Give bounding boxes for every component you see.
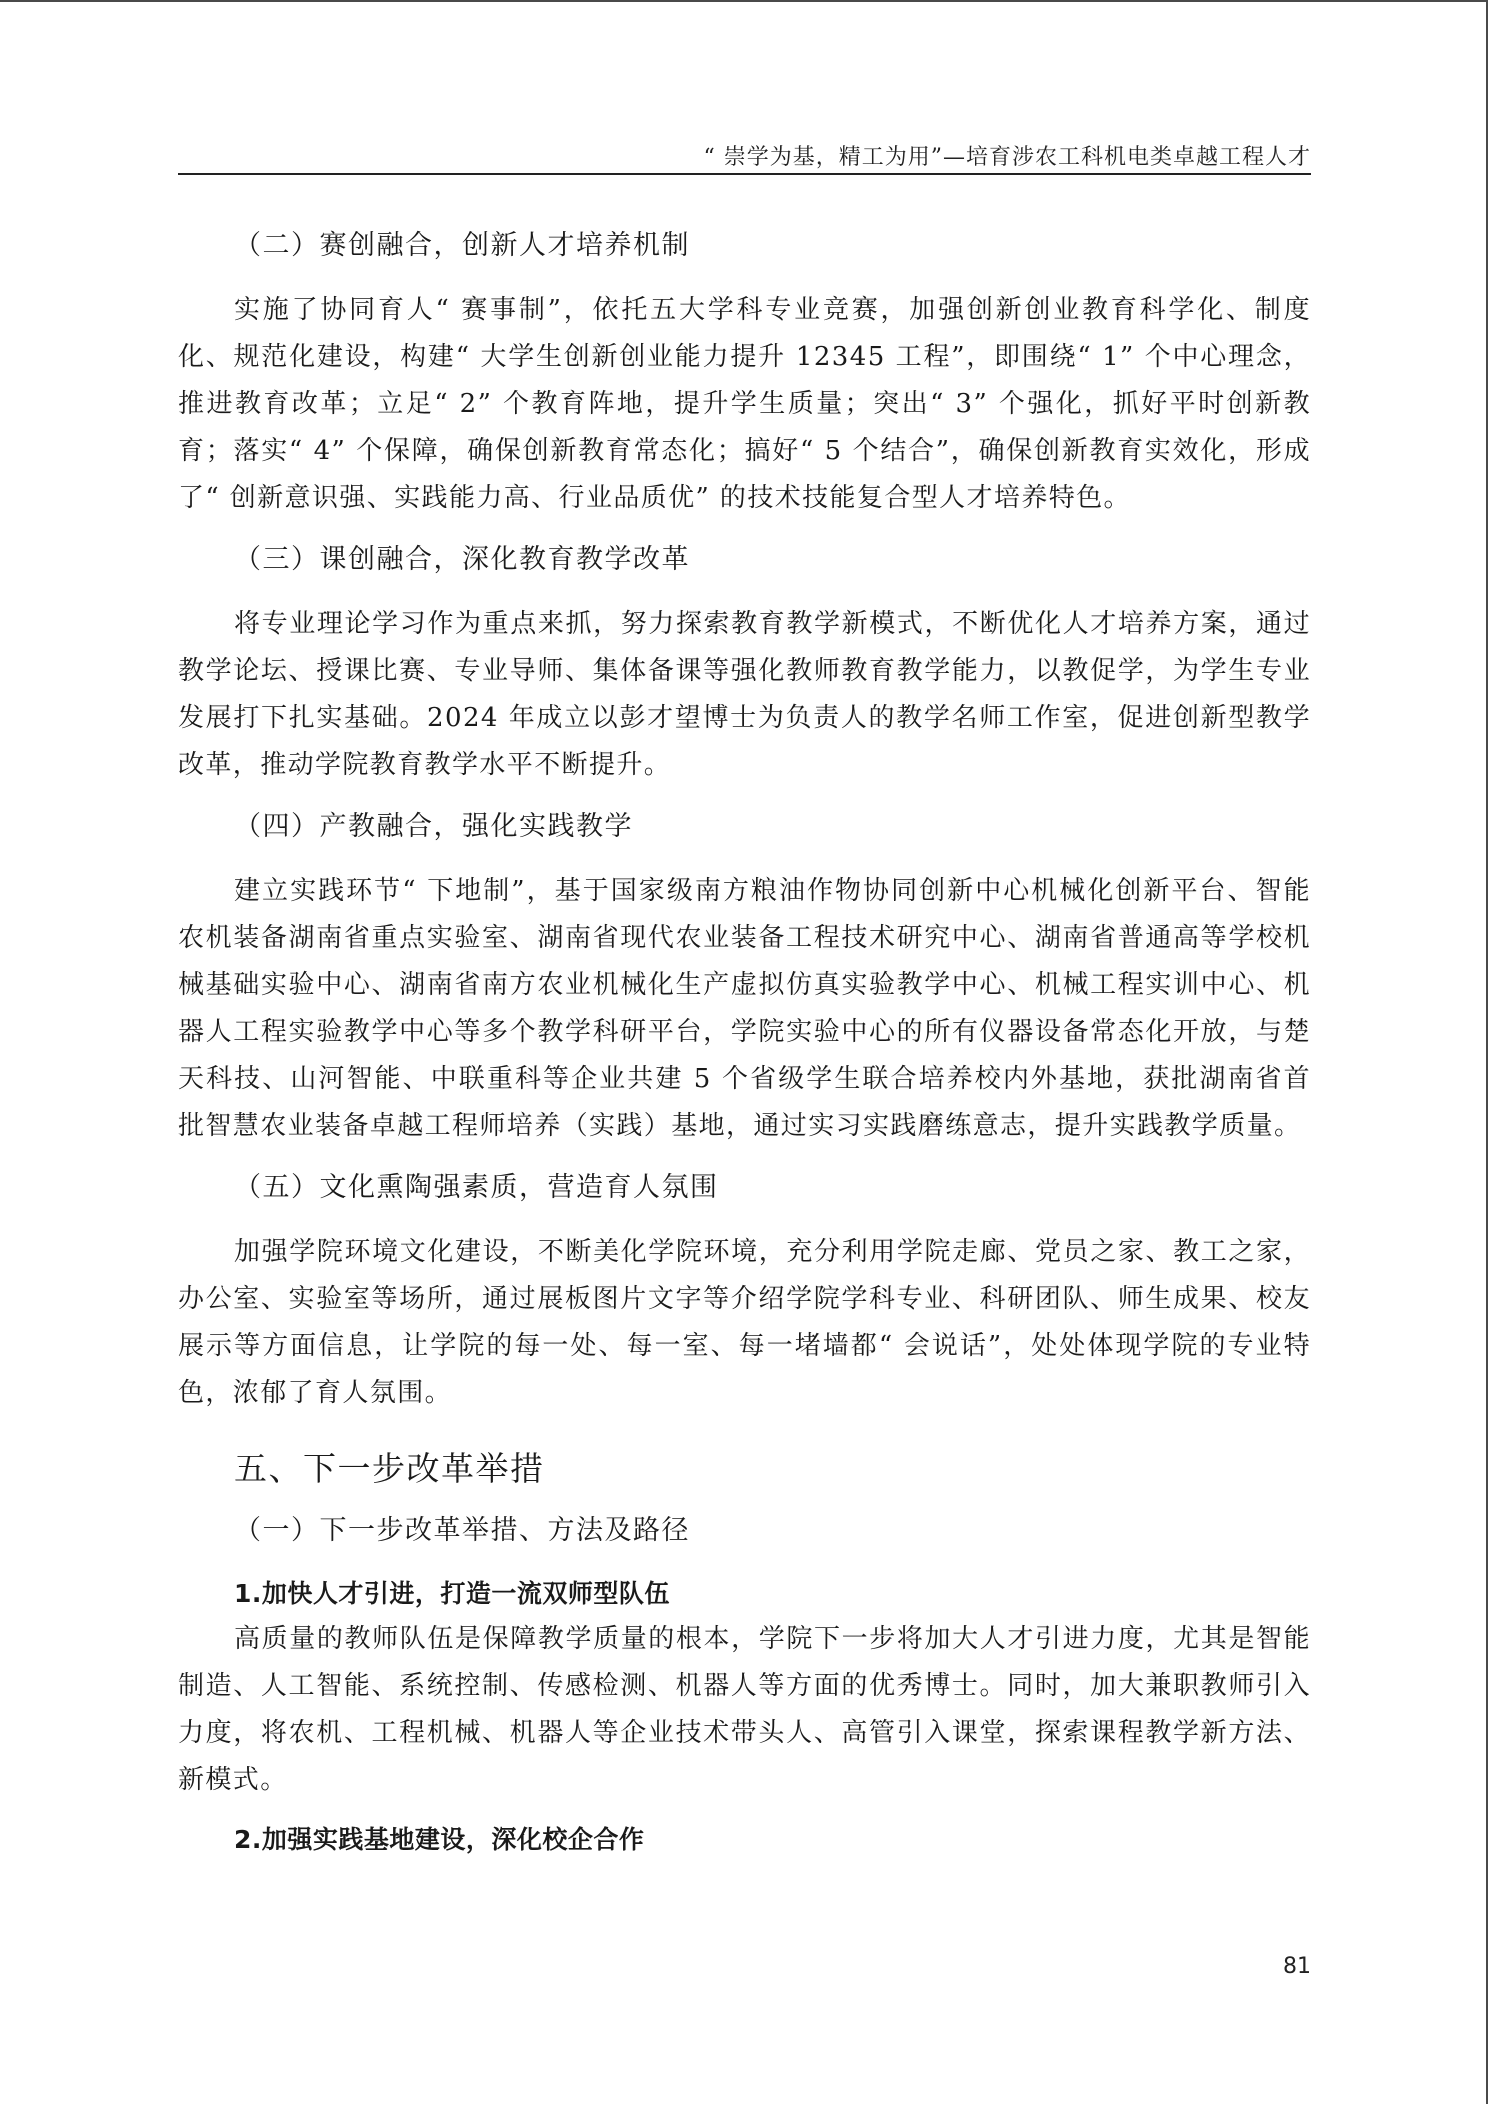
running-header: “ 崇学为基，精工为用”—培育涉农工科机电类卓越工程人才 <box>703 145 1311 170</box>
subheading-3: （三）课创融合，深化教育教学改革 <box>234 544 690 575</box>
subheading-1: （一）下一步改革举措、方法及路径 <box>234 1515 690 1546</box>
paragraph: 实施了协同育人“ 赛事制”，依托五大学科专业竞赛，加强创新创业教育科学化、制度化、规范化建设，构建“ 大学生创新创业能力提升 12345 工程”，即围绕“ 1” 个中心理念，推进教育改革；立足“ 2” 个教育阵地，提升学生质量；突出“ 3” 个强化，抓好平时创新教育；落实“ 4” 个保障，确保创新教育常态化；搞好“ 5 个结合”，确保创新教育实效化，形成了“ 创新意识强、实践能力高、行业品质优” 的技术技能复合型人才培养特色。 <box>178 295 1311 513</box>
page-border-top <box>0 0 1488 2</box>
item-heading-2: 2.加强实践基地建设，深化校企合作 <box>234 1825 645 1854</box>
paragraph: 加强学院环境文化建设，不断美化学院环境，充分利用学院走廊、党员之家、教工之家，办公室、实验室等场所，通过展板图片文字等介绍学院学科专业、科研团队、师生成果、校友展示等方面信息，让学院的每一处、每一室、每一堵墙都“ 会说话”，处处体现学院的专业特色，浓郁了育人氛围。 <box>178 1237 1311 1408</box>
page-number: 81 <box>1283 1954 1311 1979</box>
header-divider <box>178 173 1311 175</box>
page-body <box>178 214 1311 1862</box>
item-heading-1: 1.加快人才引进，打造一流双师型队伍 <box>234 1579 670 1608</box>
paragraph: 建立实践环节“ 下地制”，基于国家级南方粮油作物协同创新中心机械化创新平台、智能农机装备湖南省重点实验室、湖南省现代农业装备工程技术研究中心、湖南省普通高等学校机械基础实验中心、湖南省南方农业机械化生产虚拟仿真实验教学中心、机械工程实训中心、机器人工程实验教学中心等多个教学科研平台，学院实验中心的所有仪器设备常态化开放，与楚天科技、山河智能、中联重科等企业共建 5 个省级学生联合培养校内外基地，获批湖南省首批智慧农业装备卓越工程师培养（实践）基地，通过实习实践磨练意志，提升实践教学质量。 <box>178 876 1311 1141</box>
paragraph: 将专业理论学习作为重点来抓，努力探索教育教学新模式，不断优化人才培养方案，通过教学论坛、授课比赛、专业导师、集体备课等强化教师教育教学能力，以教促学，为学生专业发展打下扎实基础。2024 年成立以彭才望博士为负责人的教学名师工作室，促进创新型教学改革，推动学院教育教学水平不断提升。 <box>178 609 1311 780</box>
subheading-5: （五）文化熏陶强素质，营造育人氛围 <box>234 1172 719 1203</box>
subheading-4: （四）产教融合，强化实践教学 <box>234 811 633 842</box>
section-heading: 五、下一步改革举措 <box>234 1449 545 1488</box>
subheading-2: （二）赛创融合，创新人才培养机制 <box>234 230 690 261</box>
paragraph: 高质量的教师队伍是保障教学质量的根本，学院下一步将加大人才引进力度，尤其是智能制造、人工智能、系统控制、传感检测、机器人等方面的优秀博士。同时，加大兼职教师引入力度，将农机、工程机械、机器人等企业技术带头人、高管引入课堂，探索课程教学新方法、新模式。 <box>178 1624 1311 1795</box>
